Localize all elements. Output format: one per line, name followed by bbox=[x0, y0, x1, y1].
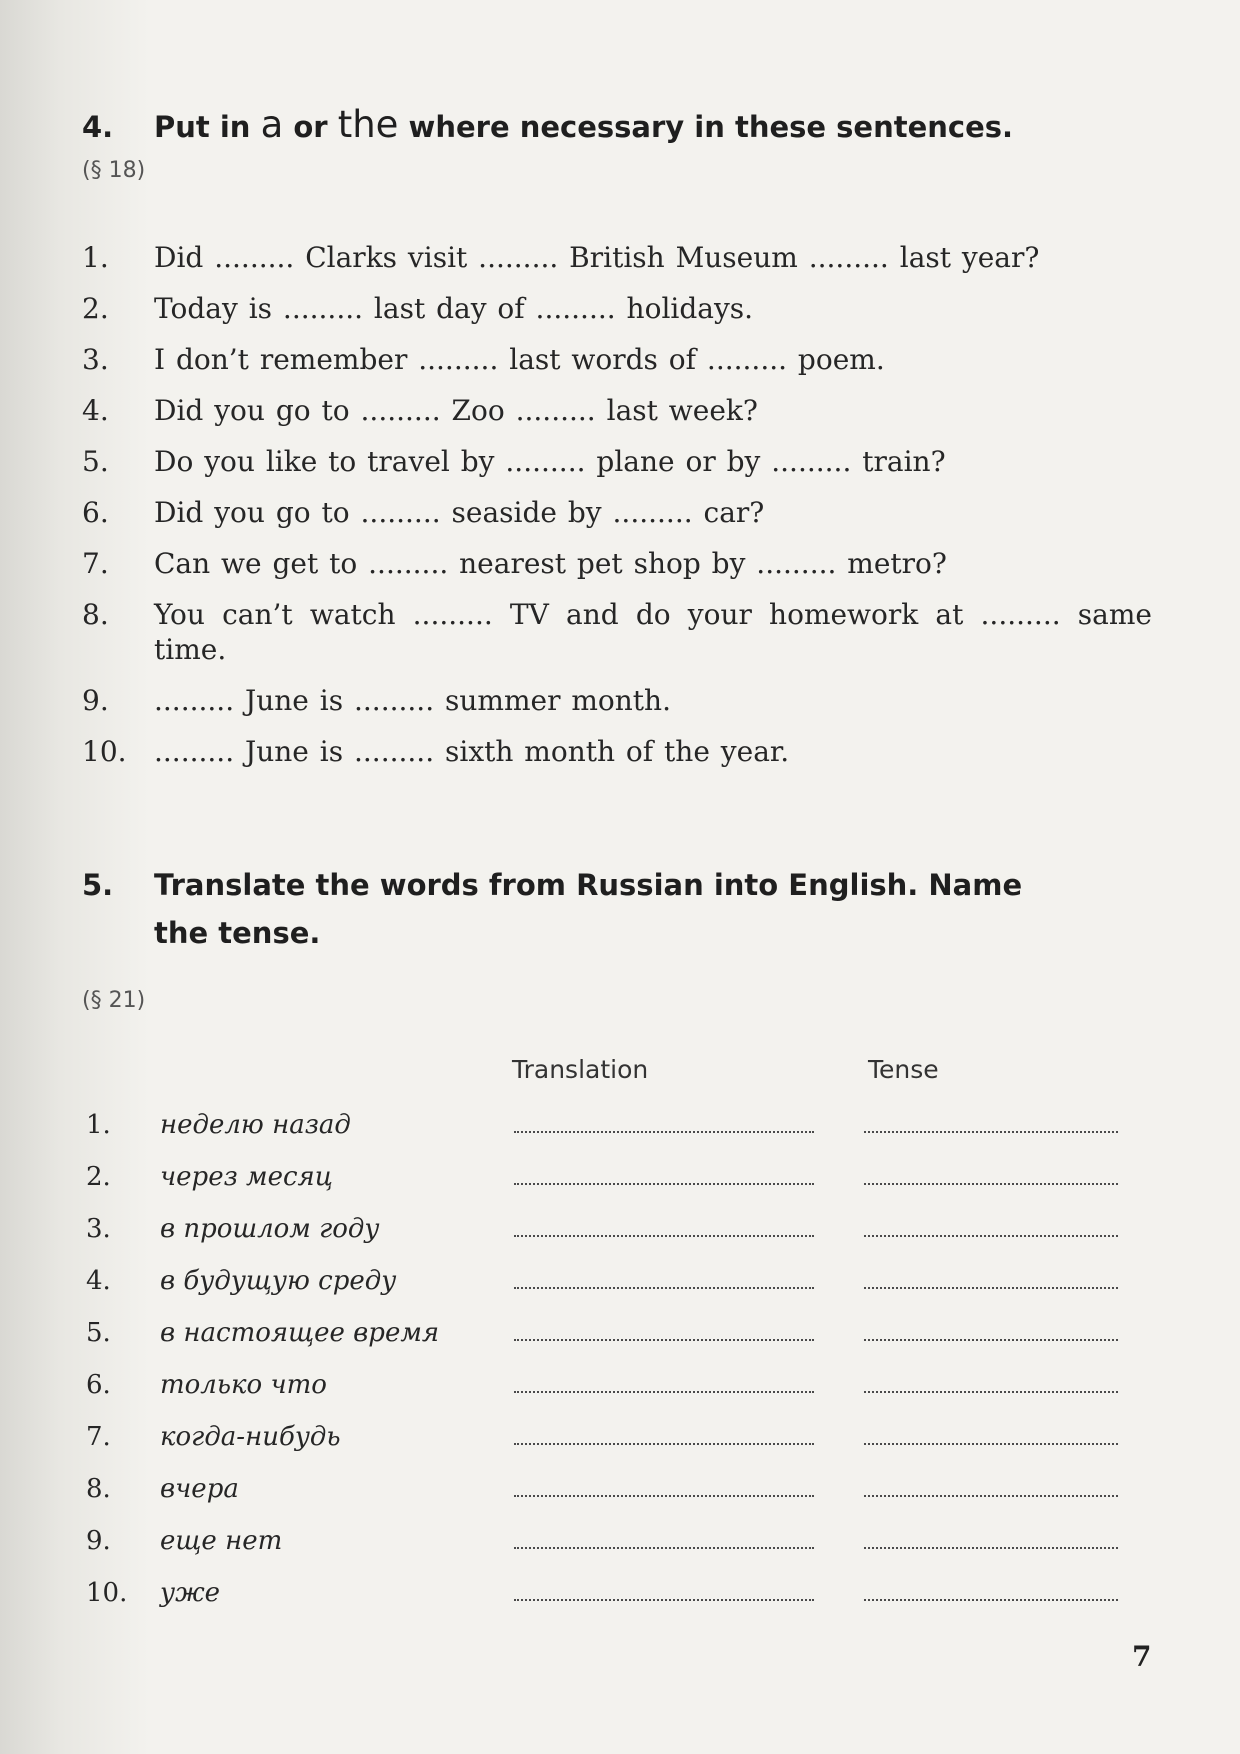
translation-blank[interactable] bbox=[514, 1527, 814, 1549]
russian-phrase: в прошлом году bbox=[160, 1214, 380, 1244]
page-number: 7 bbox=[1132, 1640, 1152, 1673]
item-number: 4. bbox=[86, 1266, 111, 1296]
sentence-text: Did you go to ......... Zoo ......... last week? bbox=[154, 394, 758, 427]
sentence-number: 6. bbox=[82, 496, 109, 529]
sentence-row bbox=[82, 240, 1152, 275]
exercise-4-or: or bbox=[293, 110, 328, 144]
tense-blank[interactable] bbox=[864, 1527, 1118, 1549]
sentence-number: 7. bbox=[82, 547, 109, 580]
item-number: 3. bbox=[86, 1214, 111, 1244]
sentence-text: Do you like to travel by ......... plane or by ......... train? bbox=[154, 445, 946, 478]
exercise-5-heading bbox=[82, 868, 1022, 950]
sentence-row bbox=[82, 444, 1152, 479]
tense-blank[interactable] bbox=[864, 1215, 1118, 1237]
sentence-number: 8. bbox=[82, 598, 109, 631]
sentence-text: Can we get to ......... nearest pet shop by ......... metro? bbox=[154, 547, 947, 580]
sentence-row bbox=[82, 342, 1152, 377]
sentence-row bbox=[82, 495, 1152, 530]
item-number: 10. bbox=[86, 1578, 128, 1608]
exercise-4-reference: (§ 18) bbox=[82, 158, 146, 183]
translation-blank[interactable] bbox=[514, 1163, 814, 1185]
translation-row bbox=[86, 1162, 1166, 1214]
exercise-4-instruction-start: Put in bbox=[154, 110, 251, 144]
russian-phrase: неделю назад bbox=[160, 1110, 351, 1140]
tense-blank[interactable] bbox=[864, 1267, 1118, 1289]
russian-phrase: вчера bbox=[160, 1474, 239, 1504]
sentence-number: 10. bbox=[82, 735, 127, 768]
translation-row bbox=[86, 1422, 1166, 1474]
translation-row bbox=[86, 1318, 1166, 1370]
translation-row bbox=[86, 1266, 1166, 1318]
item-number: 2. bbox=[86, 1162, 111, 1192]
sentence-text: ......... June is ......... sixth month of the year. bbox=[154, 735, 790, 768]
sentence-text: ......... June is ......... summer month. bbox=[154, 684, 671, 717]
translation-row bbox=[86, 1214, 1166, 1266]
item-number: 1. bbox=[86, 1110, 111, 1140]
tense-blank[interactable] bbox=[864, 1475, 1118, 1497]
exercise-5-instruction-line1: Translate the words from Russian into English. Name bbox=[154, 868, 1023, 902]
translation-blank[interactable] bbox=[514, 1371, 814, 1393]
item-number: 5. bbox=[86, 1318, 111, 1348]
exercise-5-reference: (§ 21) bbox=[82, 988, 146, 1013]
article-a: a bbox=[260, 103, 284, 146]
translation-blank[interactable] bbox=[514, 1111, 814, 1133]
column-header-tense: Tense bbox=[868, 1055, 939, 1084]
exercise-5-instruction-line2: the tense. bbox=[154, 916, 321, 950]
tense-blank[interactable] bbox=[864, 1579, 1118, 1601]
exercise-4-heading bbox=[82, 103, 1013, 146]
sentence-row bbox=[82, 546, 1152, 581]
column-header-translation: Translation bbox=[512, 1055, 649, 1084]
exercise-4-number: 4. bbox=[82, 110, 114, 144]
item-number: 8. bbox=[86, 1474, 111, 1504]
sentence-row bbox=[82, 734, 1152, 769]
russian-phrase: еще нет bbox=[160, 1526, 283, 1556]
translation-row bbox=[86, 1474, 1166, 1526]
sentence-row bbox=[82, 683, 1152, 718]
item-number: 9. bbox=[86, 1526, 111, 1556]
russian-phrase: в настоящее время bbox=[160, 1318, 440, 1348]
item-number: 6. bbox=[86, 1370, 111, 1400]
sentence-text: Today is ......... last day of ......... holidays. bbox=[154, 292, 754, 325]
sentence-text: Did ......... Clarks visit ......... British Museum ......... last year? bbox=[154, 241, 1040, 274]
item-number: 7. bbox=[86, 1422, 111, 1452]
tense-blank[interactable] bbox=[864, 1319, 1118, 1341]
tense-blank[interactable] bbox=[864, 1111, 1118, 1133]
sentence-row bbox=[82, 393, 1152, 428]
russian-phrase: когда-нибудь bbox=[160, 1422, 341, 1452]
russian-phrase: уже bbox=[160, 1578, 221, 1608]
sentence-text: Did you go to ......... seaside by ......... car? bbox=[154, 496, 765, 529]
sentence-row bbox=[82, 291, 1152, 326]
sentence-text: You can’t watch ......... TV and do your homework at ......... same time. bbox=[154, 598, 1152, 666]
tense-blank[interactable] bbox=[864, 1371, 1118, 1393]
translation-row bbox=[86, 1110, 1166, 1162]
exercise-5-number: 5. bbox=[82, 868, 114, 902]
exercise-4-sentence-list bbox=[82, 240, 1152, 785]
translation-row bbox=[86, 1370, 1166, 1422]
russian-phrase: в будущую среду bbox=[160, 1266, 397, 1296]
sentence-row bbox=[82, 597, 1152, 667]
sentence-number: 9. bbox=[82, 684, 109, 717]
sentence-number: 5. bbox=[82, 445, 109, 478]
translation-blank[interactable] bbox=[514, 1215, 814, 1237]
tense-blank[interactable] bbox=[864, 1423, 1118, 1445]
sentence-number: 2. bbox=[82, 292, 109, 325]
translation-row bbox=[86, 1526, 1166, 1578]
tense-blank[interactable] bbox=[864, 1163, 1118, 1185]
exercise-5-word-list bbox=[86, 1110, 1166, 1630]
translation-blank[interactable] bbox=[514, 1475, 814, 1497]
exercise-4-instruction-end: where necessary in these sentences. bbox=[408, 110, 1014, 144]
translation-blank[interactable] bbox=[514, 1579, 814, 1601]
translation-blank[interactable] bbox=[514, 1267, 814, 1289]
sentence-text: I don’t remember ......... last words of ......... poem. bbox=[154, 343, 885, 376]
translation-blank[interactable] bbox=[514, 1319, 814, 1341]
translation-blank[interactable] bbox=[514, 1423, 814, 1445]
article-the: the bbox=[337, 103, 399, 146]
translation-row bbox=[86, 1578, 1166, 1630]
russian-phrase: только что bbox=[160, 1370, 327, 1400]
sentence-number: 3. bbox=[82, 343, 109, 376]
russian-phrase: через месяц bbox=[160, 1162, 333, 1192]
sentence-number: 4. bbox=[82, 394, 109, 427]
sentence-number: 1. bbox=[82, 241, 109, 274]
